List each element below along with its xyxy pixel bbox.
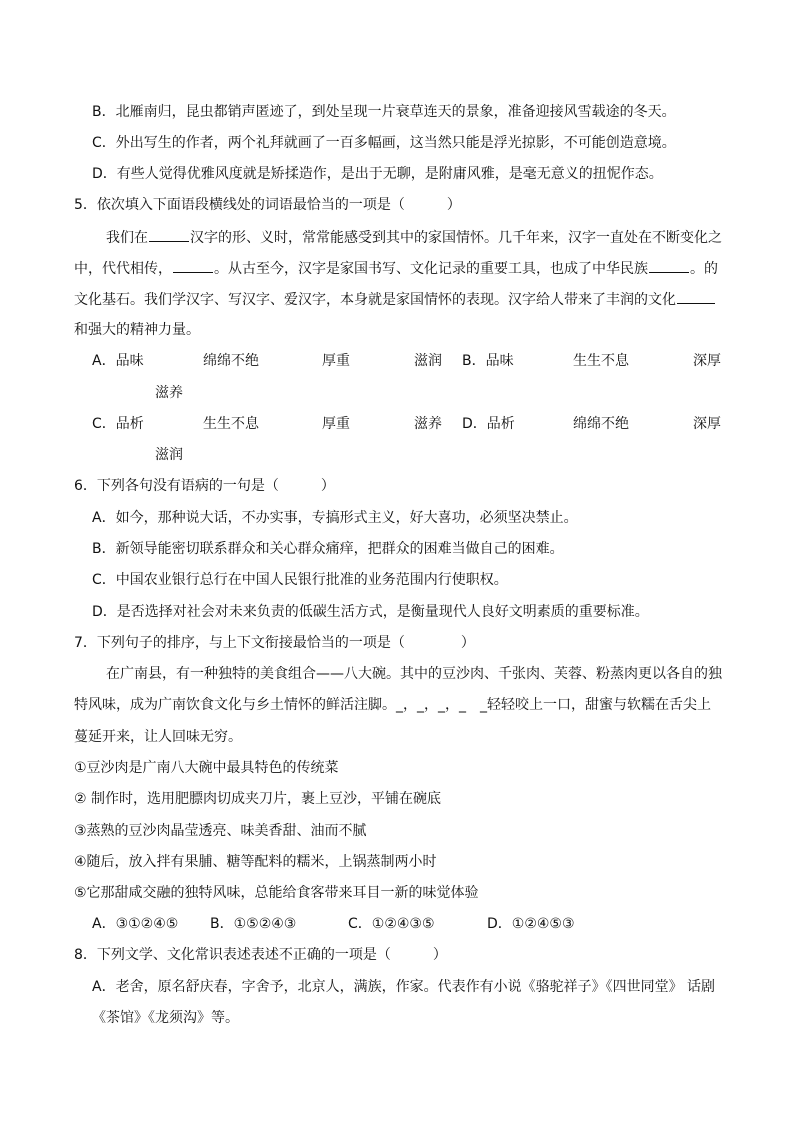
q5-option-d-label: D．品析 [462,416,515,432]
q5-option-c-label: C．品析 [92,416,144,432]
q7-stem: 7．下列句子的排序，与上下文衔接最恰当的一项是（ ） [74,635,475,651]
q7-option-d: D．①②④⑤③ [487,916,575,932]
q8-option-a-line-2: 《茶馆》《龙须沟》等。 [92,1010,239,1026]
q5-passage-line-2 [74,258,718,278]
q5-option-b-word: 生生不息 [573,353,629,369]
q6-option-b: B．新领导能密切联系群众和关心群众痛痒，把群众的困难当做自己的困难。 [92,541,564,557]
q5-option-c-word: 厚重 [322,416,350,432]
q5-option-d-word: 绵绵不绝 [573,416,629,432]
q7-option-b: B．①⑤②④③ [210,916,297,932]
q5-text: 。的 [690,261,718,277]
q5-passage-line-1 [106,227,722,247]
q6-stem: 6．下列各句没有语病的一句是（ ） [74,478,335,494]
q4-option-d: D．有些人觉得优雅风度就是矫揉造作，是出于无聊，是附庸风雅，是毫无意义的扭怩作态。 [92,166,663,182]
fill-blank [149,227,189,242]
q6-option-c: C．中国农业银行总行在中国人民银行批准的业务范围内行使职权。 [92,572,508,588]
q4-option-b: B．北雁南归，昆虫都销声匿迹了，到处呈现一片衰草连天的景象，准备迎接风雪载途的冬天。 [92,104,676,120]
q5-option-c-word: 生生不息 [203,416,259,432]
q5-option-b-word: 滋养 [155,385,183,401]
q5-text: 。从古至今，汉字是家国书写、文化记录的重要工具，也成了中华民族 [214,261,648,277]
q6-option-d: D．是否选择对社会对未来负责的低碳生活方式，是衡量现代人良好文明素质的重要标准。 [92,604,649,620]
q8-stem: 8．下列文学、文化常识表述表述不正确的一项是（ ） [74,947,447,963]
q5-stem: 5．依次填入下面语段横线处的词语最恰当的一项是（ ） [74,197,461,213]
q7-passage-line-3: 蔓延开来，让人回味无穷。 [74,729,242,745]
q7-sentence-2: ② 制作时，选用肥膘肉切成夹刀片，裹上豆沙，平铺在碗底 [74,791,441,807]
fill-blank [649,258,689,273]
q7-sentence-4: ④随后，放入拌有果脯、糖等配料的糯米，上锅蒸制两小时 [74,854,437,870]
q7-passage-line-1: 在广南县，有一种独特的美食组合——八大碗。其中的豆沙肉、千张肉、芙蓉、粉蒸肉更以各自的独 [106,666,722,682]
q5-text: 我们在 [106,230,148,246]
q5-option-b-label: B．品味 [462,353,514,369]
q5-option-a-word: 绵绵不绝 [203,353,259,369]
q7-option-a: A．③①②④⑤ [92,916,179,932]
q7-sentence-1: ①豆沙肉是广南八大碗中最具特色的传统菜 [74,760,339,776]
q5-option-b-word: 深厚 [693,353,721,369]
q6-option-a: A．如今，那种说大话，不办实事，专搞形式主义，好大喜功，必须坚决禁止。 [92,510,578,526]
q5-passage-line-4: 和强大的精神力量。 [74,322,200,338]
fill-blank [677,289,715,304]
q5-text: 汉字的形、义时，常常能感受到其中的家国情怀。几千年来，汉字一直处在不断变化之 [190,230,722,246]
q7-sentence-3: ③蒸熟的豆沙肉晶莹透亮、味美香甜、油而不腻 [74,823,367,839]
q7-sentence-5: ⑤它那甜咸交融的独特风味，总能给食客带来耳目一新的味觉体验 [74,885,479,901]
q5-option-a-word: 厚重 [322,353,350,369]
fill-blank [173,258,213,273]
q8-option-a-line-1: A．老舍，原名舒庆春，字舍予，北京人，满族，作家。代表作有小说《骆驼祥子》《四世同堂》 话剧 [92,979,716,995]
q5-option-c-word: 滋养 [414,416,442,432]
q5-text: 文化基石。我们学汉字、写汉字、爱汉字，本身就是家国情怀的表现。汉字给人带来了丰润的文化 [74,292,676,308]
q5-passage-line-3 [74,289,716,309]
q5-option-d-word: 深厚 [693,416,721,432]
q5-option-a-label: A．品味 [92,353,144,369]
q5-text: 中，代代相传， [74,261,172,277]
q7-option-c: C．①②④③⑤ [348,916,435,932]
q7-passage-line-2: 特风味，成为广南饮食文化与乡土情怀的鲜活注脚。_，_，_，_ _轻轻咬上一口，甜蜜与软糯在舌尖上 [74,697,711,713]
q4-option-c: C．外出写生的作者，两个礼拜就画了一百多幅画，这当然只能是浮光掠影，不可能创造意境。 [92,135,676,151]
q5-option-a-word: 滋润 [414,353,442,369]
q5-option-d-word: 滋润 [155,447,183,463]
